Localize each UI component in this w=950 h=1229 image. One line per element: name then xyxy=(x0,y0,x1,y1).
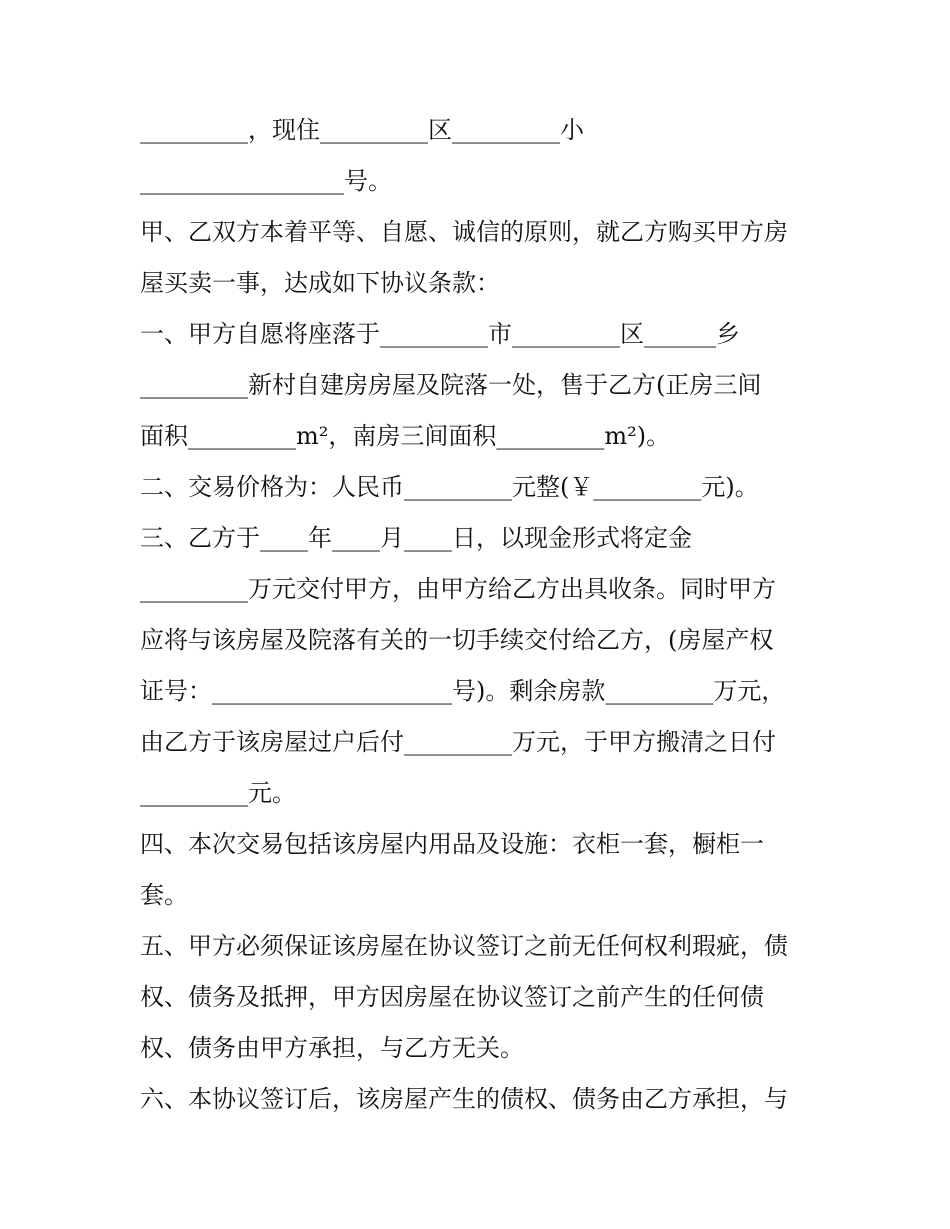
text-line: 四、本次交易包括该房屋内用品及设施：衣柜一套，橱柜一 xyxy=(140,830,764,858)
text-line: _________万元交付甲方，由甲方给乙方出具收条。同时甲方 xyxy=(140,575,776,603)
text-line: 三、乙方于____年____月____日，以现金形式将定金 xyxy=(140,524,692,552)
text-line: 由乙方于该房屋过户后付_________万元，于甲方搬清之日付 xyxy=(140,728,776,756)
text-line: 六、本协议签订后，该房屋产生的债权、债务由乙方承担，与 xyxy=(140,1085,788,1113)
text-line: 套。 xyxy=(140,881,188,909)
text-line: _________________号。 xyxy=(140,167,392,195)
text-line: 应将与该房屋及院落有关的一切手续交付给乙方，(房屋产权 xyxy=(140,626,774,654)
text-line: _________元。 xyxy=(140,779,296,807)
text-line: 权、债务由甲方承担，与乙方无关。 xyxy=(140,1034,524,1062)
text-line: _________新村自建房房屋及院落一处，售于乙方(正房三间 xyxy=(140,371,762,399)
text-line: 五、甲方必须保证该房屋在协议签订之前无任何权利瑕疵，债 xyxy=(140,932,788,960)
text-line: 证号：____________________号)。剩余房款_________万元， xyxy=(140,677,786,705)
text-line: 二、交易价格为：人民币_________元整(￥_________元)。 xyxy=(140,473,759,501)
text-line: 屋买卖一事，达成如下协议条款： xyxy=(140,269,500,297)
text-line: 一、甲方自愿将座落于_________市_________区______乡 xyxy=(140,320,740,348)
text-line: 面积_________m²，南房三间面积_________m²)。 xyxy=(140,422,671,450)
text-line: 权、债务及抵押，甲方因房屋在协议签订之前产生的任何债 xyxy=(140,983,764,1011)
text-line: 甲、乙双方本着平等、自愿、诚信的原则，就乙方购买甲方房 xyxy=(140,218,788,246)
text-line: _________，现住_________区_________小 xyxy=(140,116,584,144)
